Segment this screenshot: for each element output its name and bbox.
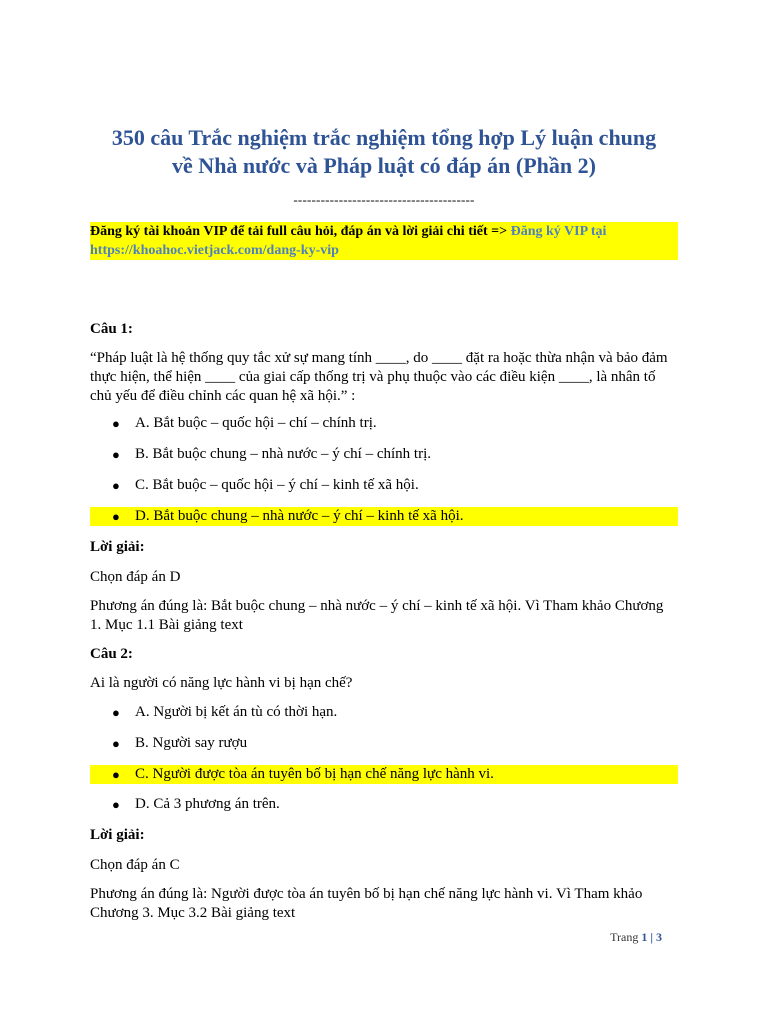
divider-line: ---------------------------------------- [293,192,475,207]
bullet-icon: ● [112,416,120,431]
option-text: B. Người say rượu [135,735,248,751]
bullet-icon: ● [112,736,120,751]
page-label: Trang [610,930,642,944]
question-2-answer: Chọn đáp án C [90,857,180,873]
page-separator: | [647,930,656,944]
question-2-prompt: Ai là người có năng lực hành vi bị hạn chế? [90,675,353,691]
page-number-footer [560,930,662,945]
vip-register-link[interactable]: Đăng ký VIP tại https://khoahoc.vietjack.com/dang-ky-vip [90,224,607,258]
title-line-2: về Nhà nước và Pháp luật có đáp án (Phần 2) [172,153,596,178]
question-2-option-d [90,795,678,814]
question-1-option-d-correct [90,507,678,526]
bullet-icon: ● [112,509,120,524]
current-page-number: 1 [641,930,648,944]
question-1-option-b [90,445,678,464]
document-title [60,124,708,180]
option-text: A. Người bị kết án tù có thời hạn. [135,704,338,720]
question-2-option-a [90,703,678,722]
question-2-option-b [90,734,678,753]
question-2-explanation: Phương án đúng là: Người được tòa án tuyên bố bị hạn chế năng lực hành vi. Vì Tham khảo Chương 3. Mục 3.2 Bài giảng text [90,886,643,921]
vip-banner [90,222,678,260]
question-1-label: Câu 1: [90,321,133,337]
bullet-icon: ● [112,705,120,720]
question-2-label: Câu 2: [90,646,133,662]
option-text: C. Bắt buộc – quốc hội – ý chí – kinh tế xã hội. [135,477,419,493]
vip-banner-text: Đăng ký tài khoản VIP để tải full câu hỏi, đáp án và lời giải chi tiết => [90,224,511,239]
bullet-icon: ● [112,767,120,782]
question-2-solution-label: Lời giải: [90,827,145,843]
question-1-prompt: “Pháp luật là hệ thống quy tắc xử sự mang tính ____, do ____ đặt ra hoặc thừa nhận và bảo đảm thực hiện, thể hiện ____ của giai cấp thống trị và phụ thuộc vào các điều kiện ____, là nhân tố chủ yếu để điều chỉnh các quan hệ xã hội.” : [90,350,668,404]
option-text: D. Bắt buộc chung – nhà nước – ý chí – kinh tế xã hội. [135,508,464,524]
option-text: A. Bắt buộc – quốc hội – chí – chính trị. [135,415,377,431]
bullet-icon: ● [112,797,120,812]
bullet-icon: ● [112,478,120,493]
question-1-answer: Chọn đáp án D [90,569,181,585]
option-text: B. Bắt buộc chung – nhà nước – ý chí – chính trị. [135,446,432,462]
question-2-option-c-correct [90,765,678,784]
question-1-option-a [90,414,678,433]
question-1-solution-label: Lời giải: [90,539,145,555]
total-pages: 3 [656,930,662,944]
question-1-explanation: Phương án đúng là: Bắt buộc chung – nhà nước – ý chí – kinh tế xã hội. Vì Tham khảo Chương 1. Mục 1.1 Bài giảng text [90,598,664,633]
option-text: D. Cả 3 phương án trên. [135,796,280,812]
question-1-option-c [90,476,678,495]
title-line-1: 350 câu Trắc nghiệm trắc nghiệm tổng hợp Lý luận chung [111,125,657,150]
bullet-icon: ● [112,447,120,462]
option-text: C. Người được tòa án tuyên bố bị hạn chế năng lực hành vi. [135,766,494,782]
